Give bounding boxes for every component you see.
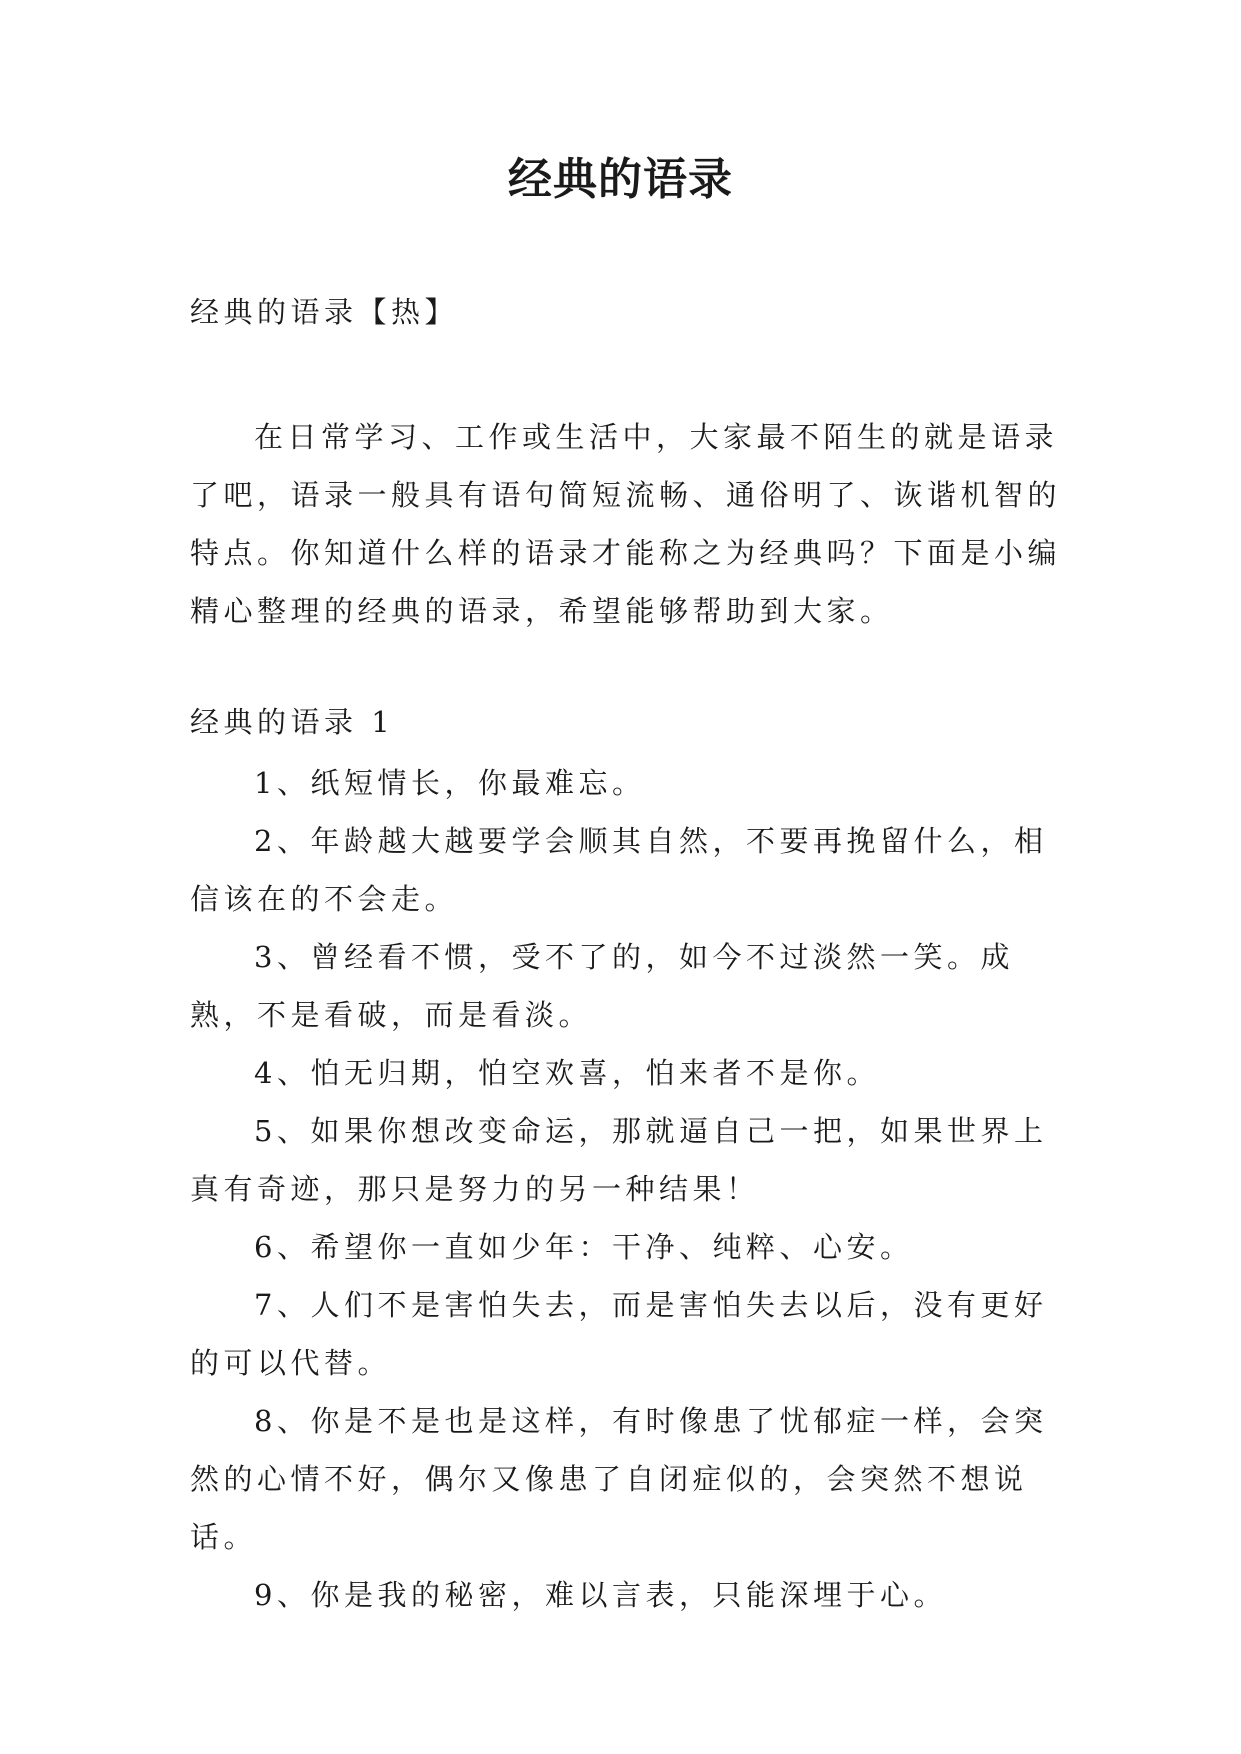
quote-item: 3、曾经看不惯，受不了的，如今不过淡然一笑。成熟，不是看破，而是看淡。 <box>190 940 1014 1032</box>
intro-paragraph: 在日常学习、工作或生活中，大家最不陌生的就是语录了吧，语录一般具有语句简短流畅、通俗明了、诙谐机智的特点。你知道什么样的语录才能称之为经典吗？下面是小编精心整理的经典的语录，希望能够帮助到大家。 <box>190 420 1062 628</box>
quote-item: 6、希望你一直如少年：干净、纯粹、心安。 <box>254 1230 914 1264</box>
quote-item: 4、怕无归期，怕空欢喜，怕来者不是你。 <box>254 1056 880 1090</box>
quote-item: 5、如果你想改变命运，那就逼自己一把，如果世界上真有奇迹，那只是努力的另一种结果！ <box>190 1114 1048 1206</box>
document-subtitle: 经典的语录【热】 <box>190 295 459 329</box>
quote-item: 7、人们不是害怕失去，而是害怕失去以后，没有更好的可以代替。 <box>190 1288 1048 1380</box>
quote-list <box>190 754 1070 1624</box>
quote-item: 8、你是不是也是这样，有时像患了忧郁症一样，会突然的心情不好，偶尔又像患了自闭症似的，会突然不想说话。 <box>190 1404 1048 1554</box>
section-heading: 经典的语录 1 <box>190 705 395 739</box>
quote-item: 1、纸短情长，你最难忘。 <box>254 766 646 800</box>
quote-item: 2、年龄越大越要学会顺其自然，不要再挽留什么，相信该在的不会走。 <box>190 824 1048 916</box>
quote-item: 9、你是我的秘密，难以言表，只能深埋于心。 <box>254 1578 947 1612</box>
document-title: 经典的语录 <box>508 154 733 205</box>
